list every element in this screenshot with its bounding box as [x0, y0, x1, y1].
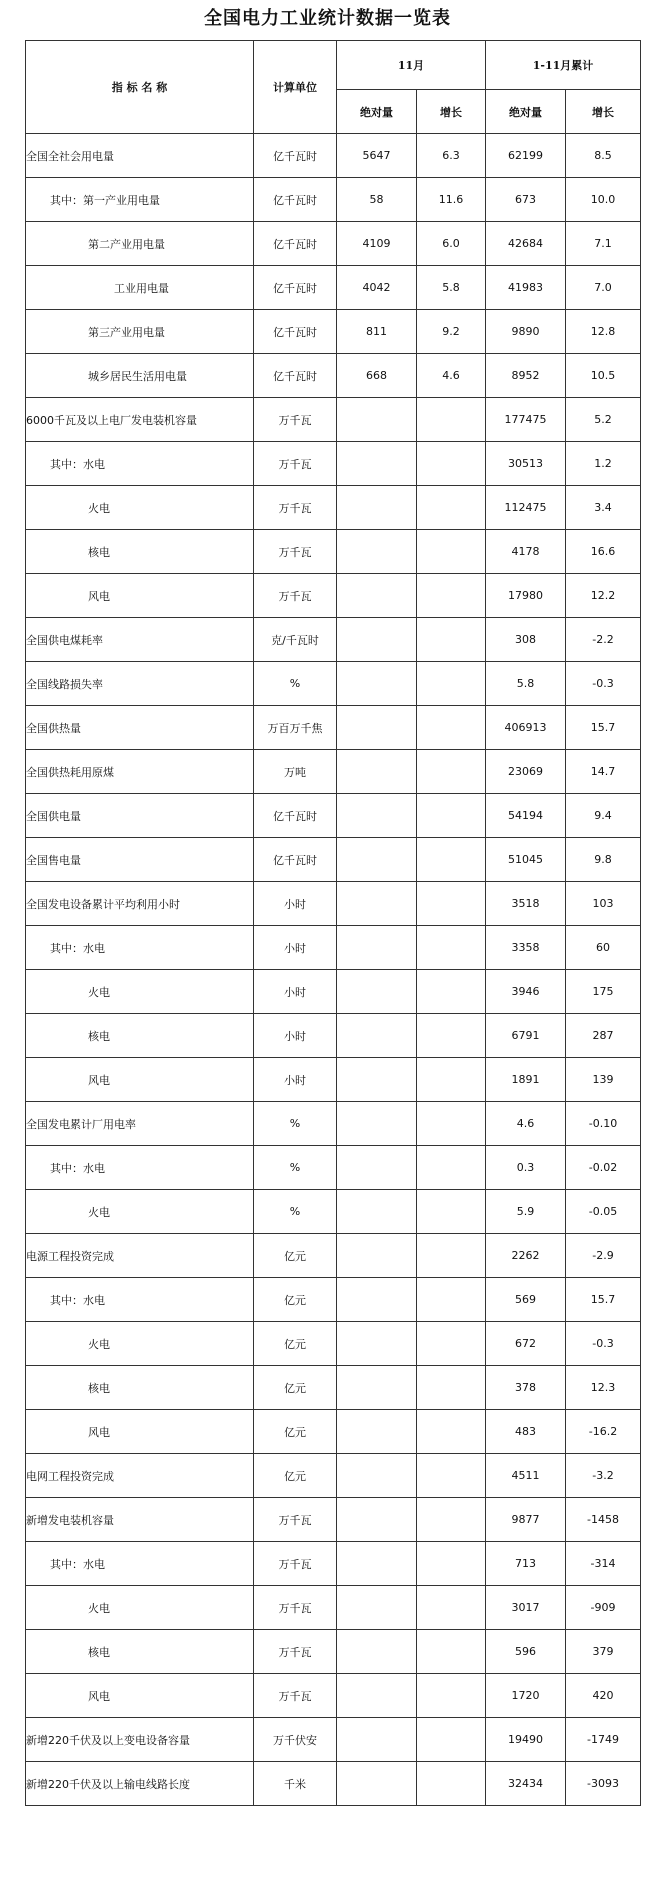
indicator-cell: 其中：第一产业用电量 — [26, 178, 254, 222]
month-growth-cell — [417, 970, 486, 1014]
cumulative-growth-cell: 8.5 — [566, 134, 641, 178]
month-absolute-cell — [337, 530, 417, 574]
month-absolute-cell — [337, 1586, 417, 1630]
table-row — [26, 1454, 641, 1498]
table-row — [26, 1190, 641, 1234]
table-header — [26, 41, 641, 134]
indicator-cell: 风电 — [26, 1410, 254, 1454]
cumulative-absolute-cell: 713 — [486, 1542, 566, 1586]
month-absolute-cell: 811 — [337, 310, 417, 354]
month-growth-cell — [417, 1674, 486, 1718]
cumulative-growth-cell: 14.7 — [566, 750, 641, 794]
indicator-cell: 火电 — [26, 1586, 254, 1630]
cumulative-growth-cell: 5.2 — [566, 398, 641, 442]
table-row — [26, 1322, 641, 1366]
month-growth-cell — [417, 1498, 486, 1542]
table-row — [26, 1410, 641, 1454]
table-row — [26, 882, 641, 926]
month-growth-cell: 4.6 — [417, 354, 486, 398]
month-absolute-cell — [337, 1718, 417, 1762]
unit-cell: 万千瓦 — [254, 1674, 337, 1718]
unit-cell: 亿元 — [254, 1410, 337, 1454]
cumulative-growth-cell: -0.3 — [566, 1322, 641, 1366]
month-absolute-cell — [337, 486, 417, 530]
unit-cell: 万千瓦 — [254, 530, 337, 574]
header-month: 11月 — [337, 41, 486, 90]
indicator-cell: 6000千瓦及以上电厂发电装机容量 — [26, 398, 254, 442]
cumulative-absolute-cell: 3017 — [486, 1586, 566, 1630]
cumulative-absolute-cell: 41983 — [486, 266, 566, 310]
cumulative-absolute-cell: 406913 — [486, 706, 566, 750]
table-row — [26, 354, 641, 398]
indicator-cell: 全国供热量 — [26, 706, 254, 750]
cumulative-growth-cell: 12.3 — [566, 1366, 641, 1410]
cumulative-absolute-cell: 23069 — [486, 750, 566, 794]
month-absolute-cell — [337, 1454, 417, 1498]
cumulative-absolute-cell: 112475 — [486, 486, 566, 530]
cumulative-absolute-cell: 62199 — [486, 134, 566, 178]
cumulative-absolute-cell: 9890 — [486, 310, 566, 354]
indicator-cell: 全国售电量 — [26, 838, 254, 882]
cumulative-absolute-cell: 54194 — [486, 794, 566, 838]
table-row — [26, 1586, 641, 1630]
unit-cell: % — [254, 1102, 337, 1146]
table-row — [26, 838, 641, 882]
month-growth-cell — [417, 1234, 486, 1278]
indicator-cell: 核电 — [26, 1014, 254, 1058]
indicator-cell: 火电 — [26, 970, 254, 1014]
month-growth-cell: 11.6 — [417, 178, 486, 222]
indicator-cell: 全国供电煤耗率 — [26, 618, 254, 662]
unit-cell: 万千瓦 — [254, 1542, 337, 1586]
cumulative-growth-cell: 15.7 — [566, 706, 641, 750]
cumulative-absolute-cell: 672 — [486, 1322, 566, 1366]
table-row — [26, 178, 641, 222]
month-growth-cell — [417, 926, 486, 970]
table-row — [26, 530, 641, 574]
unit-cell: 小时 — [254, 926, 337, 970]
month-growth-cell: 5.8 — [417, 266, 486, 310]
unit-cell: 千米 — [254, 1762, 337, 1806]
month-growth-cell — [417, 1586, 486, 1630]
indicator-cell: 风电 — [26, 1674, 254, 1718]
month-absolute-cell — [337, 794, 417, 838]
month-growth-cell — [417, 1410, 486, 1454]
unit-cell: 亿千瓦时 — [254, 794, 337, 838]
month-growth-cell — [417, 1762, 486, 1806]
cumulative-absolute-cell: 4.6 — [486, 1102, 566, 1146]
indicator-cell: 电网工程投资完成 — [26, 1454, 254, 1498]
month-growth-cell — [417, 750, 486, 794]
table-row — [26, 1762, 641, 1806]
header-unit: 计算单位 — [254, 41, 337, 134]
month-absolute-cell — [337, 1366, 417, 1410]
unit-cell: 小时 — [254, 1058, 337, 1102]
month-growth-cell — [417, 1454, 486, 1498]
indicator-cell: 第三产业用电量 — [26, 310, 254, 354]
table-row — [26, 442, 641, 486]
table-body — [26, 134, 641, 1806]
month-absolute-cell — [337, 882, 417, 926]
table-row — [26, 1278, 641, 1322]
month-growth-cell: 6.3 — [417, 134, 486, 178]
unit-cell: 万千瓦 — [254, 1498, 337, 1542]
month-growth-cell — [417, 1322, 486, 1366]
cumulative-growth-cell: 103 — [566, 882, 641, 926]
cumulative-growth-cell: 12.2 — [566, 574, 641, 618]
cumulative-absolute-cell: 596 — [486, 1630, 566, 1674]
cumulative-absolute-cell: 8952 — [486, 354, 566, 398]
unit-cell: 万千瓦 — [254, 574, 337, 618]
month-absolute-cell — [337, 1762, 417, 1806]
table-row — [26, 750, 641, 794]
unit-cell: 克/千瓦时 — [254, 618, 337, 662]
indicator-cell: 核电 — [26, 1630, 254, 1674]
indicator-cell: 火电 — [26, 1190, 254, 1234]
table-row — [26, 310, 641, 354]
cumulative-growth-cell: 1.2 — [566, 442, 641, 486]
cumulative-absolute-cell: 6791 — [486, 1014, 566, 1058]
indicator-cell: 核电 — [26, 530, 254, 574]
cumulative-absolute-cell: 51045 — [486, 838, 566, 882]
cumulative-absolute-cell: 3946 — [486, 970, 566, 1014]
month-growth-cell — [417, 486, 486, 530]
month-absolute-cell — [337, 1190, 417, 1234]
cumulative-absolute-cell: 569 — [486, 1278, 566, 1322]
month-growth-cell — [417, 706, 486, 750]
month-absolute-cell — [337, 838, 417, 882]
indicator-cell: 风电 — [26, 1058, 254, 1102]
month-absolute-cell — [337, 1542, 417, 1586]
month-growth-cell — [417, 1014, 486, 1058]
indicator-cell: 新增发电装机容量 — [26, 1498, 254, 1542]
unit-cell: 万千瓦 — [254, 486, 337, 530]
unit-cell: 亿千瓦时 — [254, 134, 337, 178]
cumulative-growth-cell: 9.4 — [566, 794, 641, 838]
indicator-cell: 工业用电量 — [26, 266, 254, 310]
indicator-cell: 其中：水电 — [26, 442, 254, 486]
cumulative-growth-cell: 60 — [566, 926, 641, 970]
unit-cell: 亿千瓦时 — [254, 838, 337, 882]
month-growth-cell — [417, 882, 486, 926]
unit-cell: 亿千瓦时 — [254, 178, 337, 222]
cumulative-growth-cell: 420 — [566, 1674, 641, 1718]
table-row — [26, 1366, 641, 1410]
header-indicator: 指 标 名 称 — [26, 41, 254, 134]
indicator-cell: 第二产业用电量 — [26, 222, 254, 266]
month-absolute-cell: 5647 — [337, 134, 417, 178]
cumulative-absolute-cell: 3358 — [486, 926, 566, 970]
indicator-cell: 核电 — [26, 1366, 254, 1410]
table-row — [26, 618, 641, 662]
indicator-cell: 全国供热耗用原煤 — [26, 750, 254, 794]
unit-cell: 万吨 — [254, 750, 337, 794]
month-absolute-cell — [337, 970, 417, 1014]
cumulative-growth-cell: -0.02 — [566, 1146, 641, 1190]
month-absolute-cell: 4042 — [337, 266, 417, 310]
header-month-absolute: 绝对量 — [337, 90, 417, 134]
month-growth-cell — [417, 1278, 486, 1322]
table-row — [26, 662, 641, 706]
table-row — [26, 1234, 641, 1278]
cumulative-absolute-cell: 32434 — [486, 1762, 566, 1806]
month-growth-cell — [417, 794, 486, 838]
table-row — [26, 222, 641, 266]
cumulative-growth-cell: -909 — [566, 1586, 641, 1630]
month-absolute-cell: 58 — [337, 178, 417, 222]
month-absolute-cell — [337, 926, 417, 970]
table-row — [26, 970, 641, 1014]
month-absolute-cell: 4109 — [337, 222, 417, 266]
unit-cell: 亿元 — [254, 1234, 337, 1278]
indicator-cell: 电源工程投资完成 — [26, 1234, 254, 1278]
unit-cell: 亿元 — [254, 1366, 337, 1410]
month-growth-cell — [417, 530, 486, 574]
table-row — [26, 926, 641, 970]
indicator-cell: 火电 — [26, 486, 254, 530]
unit-cell: 万千瓦 — [254, 1586, 337, 1630]
cumulative-growth-cell: 9.8 — [566, 838, 641, 882]
unit-cell: 亿千瓦时 — [254, 266, 337, 310]
cumulative-growth-cell: 10.0 — [566, 178, 641, 222]
month-absolute-cell — [337, 1498, 417, 1542]
month-growth-cell: 6.0 — [417, 222, 486, 266]
month-absolute-cell — [337, 1322, 417, 1366]
cumulative-absolute-cell: 2262 — [486, 1234, 566, 1278]
cumulative-absolute-cell: 42684 — [486, 222, 566, 266]
table-row — [26, 398, 641, 442]
header-cumulative-absolute: 绝对量 — [486, 90, 566, 134]
cumulative-absolute-cell: 483 — [486, 1410, 566, 1454]
cumulative-growth-cell: -2.2 — [566, 618, 641, 662]
unit-cell: 万千伏安 — [254, 1718, 337, 1762]
table-row — [26, 1146, 641, 1190]
month-growth-cell — [417, 398, 486, 442]
unit-cell: % — [254, 662, 337, 706]
indicator-cell: 城乡居民生活用电量 — [26, 354, 254, 398]
month-growth-cell — [417, 1718, 486, 1762]
month-absolute-cell — [337, 574, 417, 618]
unit-cell: 亿千瓦时 — [254, 354, 337, 398]
table-row — [26, 1014, 641, 1058]
month-growth-cell — [417, 838, 486, 882]
month-absolute-cell — [337, 1410, 417, 1454]
cumulative-growth-cell: 10.5 — [566, 354, 641, 398]
table-row — [26, 134, 641, 178]
table-row — [26, 1498, 641, 1542]
table-row — [26, 266, 641, 310]
unit-cell: 亿千瓦时 — [254, 310, 337, 354]
month-absolute-cell — [337, 662, 417, 706]
table-row — [26, 1630, 641, 1674]
cumulative-growth-cell: -0.05 — [566, 1190, 641, 1234]
cumulative-absolute-cell: 673 — [486, 178, 566, 222]
cumulative-growth-cell: 287 — [566, 1014, 641, 1058]
month-growth-cell — [417, 662, 486, 706]
month-absolute-cell — [337, 1014, 417, 1058]
cumulative-absolute-cell: 9877 — [486, 1498, 566, 1542]
unit-cell: 万千瓦 — [254, 398, 337, 442]
month-absolute-cell — [337, 1102, 417, 1146]
header-month-growth: 增长 — [417, 90, 486, 134]
unit-cell: % — [254, 1190, 337, 1234]
month-growth-cell — [417, 1630, 486, 1674]
month-growth-cell — [417, 1366, 486, 1410]
cumulative-absolute-cell: 5.8 — [486, 662, 566, 706]
indicator-cell: 其中：水电 — [26, 926, 254, 970]
unit-cell: 亿元 — [254, 1454, 337, 1498]
month-absolute-cell — [337, 1674, 417, 1718]
cumulative-absolute-cell: 1891 — [486, 1058, 566, 1102]
unit-cell: 万千瓦 — [254, 1630, 337, 1674]
statistics-table — [25, 40, 641, 1806]
cumulative-absolute-cell: 0.3 — [486, 1146, 566, 1190]
unit-cell: % — [254, 1146, 337, 1190]
month-absolute-cell: 668 — [337, 354, 417, 398]
cumulative-growth-cell: -3093 — [566, 1762, 641, 1806]
indicator-cell: 火电 — [26, 1322, 254, 1366]
cumulative-growth-cell: -314 — [566, 1542, 641, 1586]
indicator-cell: 全国全社会用电量 — [26, 134, 254, 178]
header-cumulative-growth: 增长 — [566, 90, 641, 134]
indicator-cell: 其中：水电 — [26, 1278, 254, 1322]
month-absolute-cell — [337, 398, 417, 442]
cumulative-growth-cell: 3.4 — [566, 486, 641, 530]
cumulative-growth-cell: -1749 — [566, 1718, 641, 1762]
month-growth-cell — [417, 574, 486, 618]
unit-cell: 亿元 — [254, 1278, 337, 1322]
indicator-cell: 其中：水电 — [26, 1146, 254, 1190]
unit-cell: 小时 — [254, 970, 337, 1014]
cumulative-growth-cell: 7.1 — [566, 222, 641, 266]
cumulative-absolute-cell: 30513 — [486, 442, 566, 486]
cumulative-absolute-cell: 177475 — [486, 398, 566, 442]
cumulative-absolute-cell: 4511 — [486, 1454, 566, 1498]
month-absolute-cell — [337, 1146, 417, 1190]
header-cumulative: 1-11月累计 — [486, 41, 641, 90]
cumulative-growth-cell: 12.8 — [566, 310, 641, 354]
cumulative-growth-cell: -3.2 — [566, 1454, 641, 1498]
cumulative-growth-cell: 139 — [566, 1058, 641, 1102]
month-growth-cell — [417, 1146, 486, 1190]
cumulative-growth-cell: -2.9 — [566, 1234, 641, 1278]
cumulative-absolute-cell: 17980 — [486, 574, 566, 618]
month-absolute-cell — [337, 750, 417, 794]
cumulative-growth-cell: 7.0 — [566, 266, 641, 310]
cumulative-absolute-cell: 4178 — [486, 530, 566, 574]
unit-cell: 亿千瓦时 — [254, 222, 337, 266]
month-absolute-cell — [337, 1058, 417, 1102]
month-absolute-cell — [337, 618, 417, 662]
table-row — [26, 1542, 641, 1586]
table-row — [26, 794, 641, 838]
month-growth-cell — [417, 442, 486, 486]
table-row — [26, 486, 641, 530]
table-row — [26, 574, 641, 618]
indicator-cell: 全国发电设备累计平均利用小时 — [26, 882, 254, 926]
month-absolute-cell — [337, 706, 417, 750]
indicator-cell: 全国线路损失率 — [26, 662, 254, 706]
cumulative-absolute-cell: 308 — [486, 618, 566, 662]
month-growth-cell — [417, 1190, 486, 1234]
cumulative-growth-cell: -0.10 — [566, 1102, 641, 1146]
month-absolute-cell — [337, 1278, 417, 1322]
cumulative-absolute-cell: 1720 — [486, 1674, 566, 1718]
indicator-cell: 全国发电累计厂用电率 — [26, 1102, 254, 1146]
cumulative-growth-cell: 379 — [566, 1630, 641, 1674]
table-row — [26, 1058, 641, 1102]
cumulative-absolute-cell: 3518 — [486, 882, 566, 926]
month-growth-cell — [417, 1058, 486, 1102]
cumulative-growth-cell: 15.7 — [566, 1278, 641, 1322]
month-growth-cell — [417, 1102, 486, 1146]
indicator-cell: 新增220千伏及以上变电设备容量 — [26, 1718, 254, 1762]
month-growth-cell — [417, 1542, 486, 1586]
unit-cell: 万千瓦 — [254, 442, 337, 486]
cumulative-growth-cell: -0.3 — [566, 662, 641, 706]
cumulative-growth-cell: 175 — [566, 970, 641, 1014]
month-absolute-cell — [337, 1630, 417, 1674]
cumulative-growth-cell: -1458 — [566, 1498, 641, 1542]
table-row — [26, 1718, 641, 1762]
table-row — [26, 1674, 641, 1718]
table-row — [26, 1102, 641, 1146]
month-growth-cell — [417, 618, 486, 662]
unit-cell: 亿元 — [254, 1322, 337, 1366]
indicator-cell: 新增220千伏及以上输电线路长度 — [26, 1762, 254, 1806]
unit-cell: 小时 — [254, 1014, 337, 1058]
indicator-cell: 风电 — [26, 574, 254, 618]
month-growth-cell: 9.2 — [417, 310, 486, 354]
indicator-cell: 其中：水电 — [26, 1542, 254, 1586]
table-row — [26, 706, 641, 750]
cumulative-absolute-cell: 19490 — [486, 1718, 566, 1762]
month-absolute-cell — [337, 442, 417, 486]
unit-cell: 万百万千焦 — [254, 706, 337, 750]
indicator-cell: 全国供电量 — [26, 794, 254, 838]
unit-cell: 小时 — [254, 882, 337, 926]
month-absolute-cell — [337, 1234, 417, 1278]
cumulative-growth-cell: 16.6 — [566, 530, 641, 574]
page-title: 全国电力工业统计数据一览表 — [204, 8, 451, 29]
cumulative-absolute-cell: 5.9 — [486, 1190, 566, 1234]
cumulative-absolute-cell: 378 — [486, 1366, 566, 1410]
cumulative-growth-cell: -16.2 — [566, 1410, 641, 1454]
